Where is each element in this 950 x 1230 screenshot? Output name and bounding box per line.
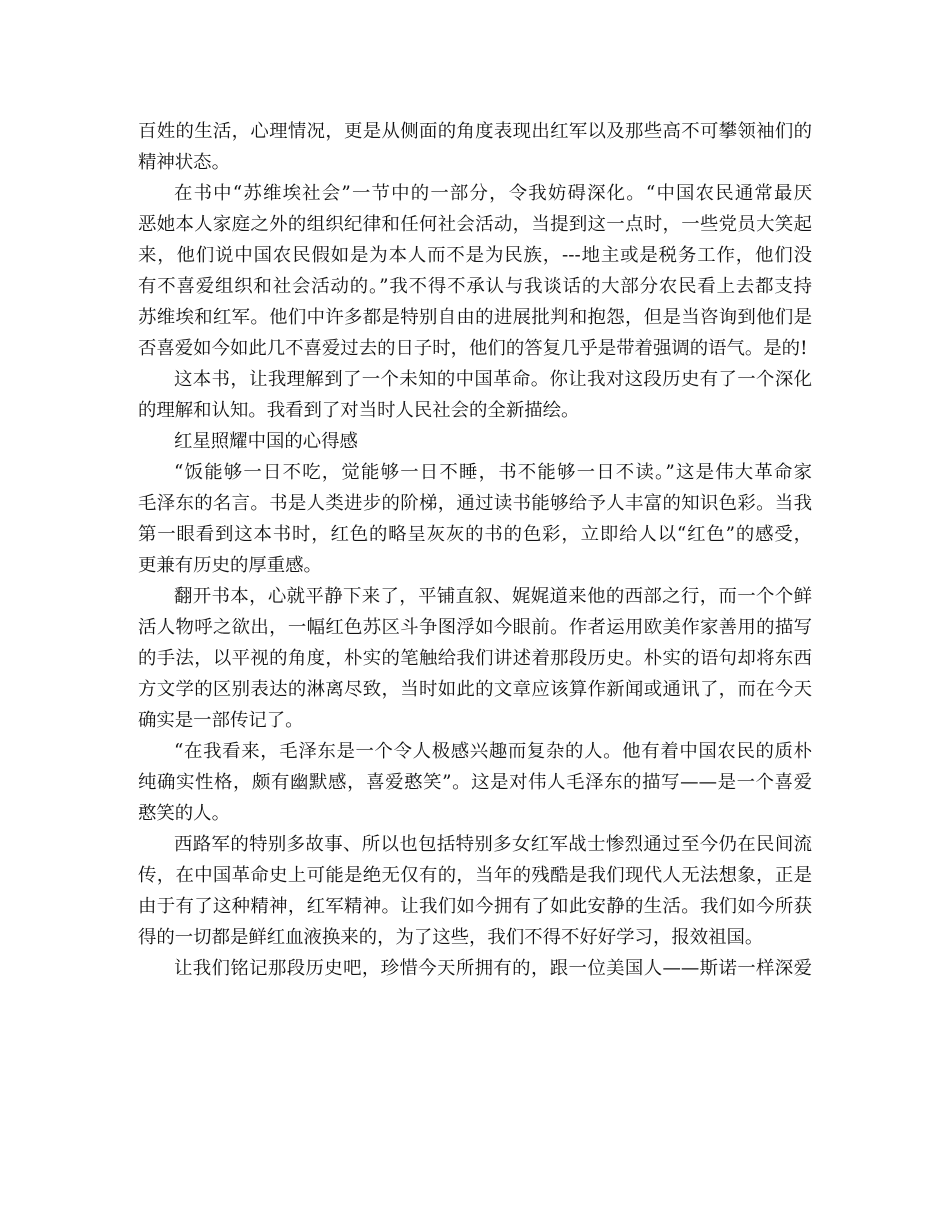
text-line: 恶她本人家庭之外的组织纪律和任何社会活动，当提到这一点时，一些党员大笑起 bbox=[138, 214, 812, 235]
text-line: 传，在中国革命史上可能是绝无仅有的，当年的残酷是我们现代人无法想象，正是 bbox=[138, 865, 812, 886]
document-page bbox=[138, 116, 812, 984]
text-line: 毛泽东的名言。书是人类进步的阶梯，通过读书能够给予人丰富的知识色彩。当我 bbox=[138, 493, 812, 514]
text-line: 确实是一部传记了。 bbox=[138, 710, 304, 731]
text-line: 更兼有历史的厚重感。 bbox=[138, 555, 322, 576]
text-line: 否喜爱如今如此几不喜爱过去的日子时，他们的答复几乎是带着强调的语气。是的! bbox=[138, 338, 808, 359]
text-line: 活人物呼之欲出，一幅红色苏区斗争图浮如今眼前。作者运用欧美作家善用的描写 bbox=[138, 617, 812, 638]
section-title: 红星照耀中国的心得感 bbox=[174, 431, 358, 452]
paragraph-first-line: 在书中“苏维埃社会”一节中的一部分，令我妨碍深化。“中国农民通常最厌 bbox=[174, 183, 812, 204]
paragraph-first-line: 翻开书本，心就平静下来了，平铺直叙、娓娓道来他的西部之行，而一个个鲜 bbox=[174, 586, 812, 607]
paragraph-first-line: “在我看来，毛泽东是一个令人极感兴趣而复杂的人。他有着中国农民的质朴 bbox=[174, 741, 812, 762]
paragraph-first-line: 西路军的特别多故事、所以也包括特别多女红军战士惨烈通过至今仍在民间流 bbox=[174, 834, 812, 855]
text-line: 由于有了这种精神，红军精神。让我们如今拥有了如此安静的生活。我们如今所获 bbox=[138, 896, 812, 917]
paragraph-first-line: “饭能够一日不吃，觉能够一日不睡，书不能够一日不读。”这是伟大革命家 bbox=[174, 462, 812, 483]
text-line: 第一眼看到这本书时，红色的略呈灰灰的书的色彩，立即给人以“红色”的感受， bbox=[138, 524, 812, 545]
text-line: 的理解和认知。我看到了对当时人民社会的全新描绘。 bbox=[138, 400, 580, 421]
text-line: 百姓的生活，心理情况，更是从侧面的角度表现出红军以及那些高不可攀领袖们的 bbox=[138, 121, 812, 142]
text-line: 得的一切都是鲜红血液换来的，为了这些，我们不得不好好学习，报效祖国。 bbox=[138, 927, 764, 948]
text-line: 苏维埃和红军。他们中许多都是特别自由的进展批判和抱怨，但是当咨询到他们是 bbox=[138, 307, 812, 328]
text-line: 纯确实性格，颇有幽默感，喜爱憨笑”。这是对伟人毛泽东的描写——是一个喜爱 bbox=[138, 772, 812, 793]
paragraph-first-line: 让我们铭记那段历史吧，珍惜今天所拥有的，跟一位美国人——斯诺一样深爱 bbox=[174, 958, 812, 979]
text-line: 方文学的区别表达的淋离尽致，当时如此的文章应该算作新闻或通讯了，而在今天 bbox=[138, 679, 812, 700]
text-line: 的手法，以平视的角度，朴实的笔触给我们讲述着那段历史。朴实的语句却将东西 bbox=[138, 648, 812, 669]
text-line: 憨笑的人。 bbox=[138, 803, 230, 824]
text-line: 来，他们说中国农民假如是为本人而不是为民族，---地主或是税务工作，他们没 bbox=[138, 245, 812, 266]
text-line: 有不喜爱组织和社会活动的。”我不得不承认与我谈话的大部分农民看上去都支持 bbox=[138, 276, 812, 297]
paragraph-first-line: 这本书，让我理解到了一个未知的中国革命。你让我对这段历史有了一个深化 bbox=[174, 369, 812, 390]
text-line: 精神状态。 bbox=[138, 152, 230, 173]
